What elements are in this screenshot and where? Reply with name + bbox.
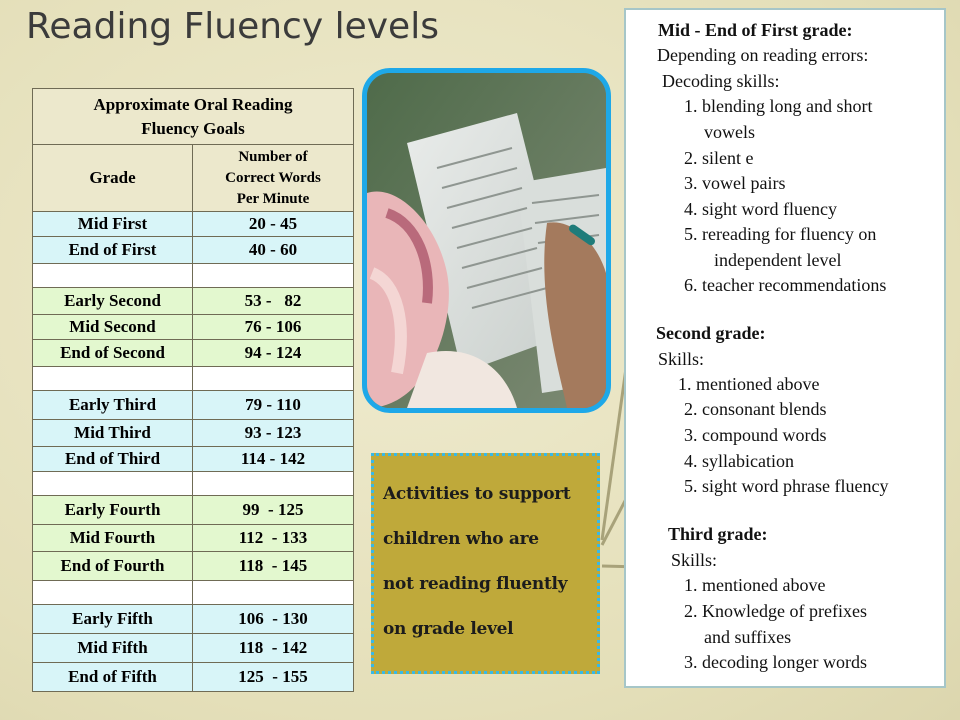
table-row xyxy=(33,237,354,264)
table-row xyxy=(33,525,354,552)
table-row xyxy=(33,552,354,581)
caption-line-1: Approximate Oral Reading xyxy=(93,94,293,114)
second-grade-item: 2. consonant blends xyxy=(684,399,827,419)
words-cell: 53 - 82 xyxy=(193,288,354,315)
words-header-line-3: Per Minute xyxy=(236,190,310,207)
grade-cell: Early Fourth xyxy=(33,496,193,525)
table-caption-row xyxy=(33,89,354,145)
table-row xyxy=(33,663,354,692)
first-grade-item: 4. sight word fluency xyxy=(684,199,837,219)
grade-cell: Early Fifth xyxy=(33,605,193,634)
table-spacer-row xyxy=(33,367,354,391)
first-grade-item-cont: independent level xyxy=(714,250,842,270)
words-cell: 93 - 123 xyxy=(193,420,354,447)
first-grade-heading: Mid - End of First grade: xyxy=(658,20,853,40)
third-grade-item: 1. mentioned above xyxy=(684,575,826,595)
table-row xyxy=(33,496,354,525)
words-cell: 125 - 155 xyxy=(193,663,354,692)
grade-cell: End of Second xyxy=(33,340,193,367)
third-grade-intro: Skills: xyxy=(671,550,718,570)
second-grade-intro: Skills: xyxy=(658,349,705,369)
grade-cell: Early Third xyxy=(33,391,193,420)
words-cell: 76 - 106 xyxy=(193,315,354,340)
second-grade-item: 5. sight word phrase fluency xyxy=(684,476,889,496)
third-grade-heading: Third grade: xyxy=(668,524,768,544)
words-cell: 99 - 125 xyxy=(193,496,354,525)
table-row xyxy=(33,420,354,447)
table-row xyxy=(33,447,354,472)
second-grade-item: 3. compound words xyxy=(684,425,827,445)
table-header-row xyxy=(33,145,354,212)
first-grade-intro: Depending on reading errors: xyxy=(657,45,869,65)
grade-column-header: Grade xyxy=(33,145,193,212)
children-reading-illustration xyxy=(367,73,606,408)
table-spacer-row xyxy=(33,264,354,288)
second-grade-item: 1. mentioned above xyxy=(678,374,820,394)
activities-line-3: not reading fluently xyxy=(383,574,568,594)
skills-box xyxy=(624,8,946,688)
words-cell: 79 - 110 xyxy=(193,391,354,420)
third-grade-item-cont: and suffixes xyxy=(704,627,792,647)
table-row xyxy=(33,288,354,315)
first-grade-item: 3. vowel pairs xyxy=(684,173,786,193)
reading-photo xyxy=(362,68,611,413)
grade-cell: Mid Fourth xyxy=(33,525,193,552)
grade-cell: End of First xyxy=(33,237,193,264)
first-grade-item: 2. silent e xyxy=(684,148,754,168)
activities-line-1: Activities to support xyxy=(383,484,571,504)
first-grade-item: 6. teacher recommendations xyxy=(684,275,887,295)
grade-cell: Mid Second xyxy=(33,315,193,340)
table-row xyxy=(33,605,354,634)
table-row xyxy=(33,634,354,663)
first-grade-subheading: Decoding skills: xyxy=(662,71,780,91)
second-grade-heading: Second grade: xyxy=(656,323,766,343)
words-cell: 118 - 145 xyxy=(193,552,354,581)
table-caption xyxy=(33,89,354,145)
caption-line-2: Fluency Goals xyxy=(141,118,245,138)
second-grade-item: 4. syllabication xyxy=(684,451,794,471)
words-cell: 40 - 60 xyxy=(193,237,354,264)
activities-line-4: on grade level xyxy=(383,619,514,639)
third-grade-item: 3. decoding longer words xyxy=(684,652,867,672)
fluency-goals-table xyxy=(32,88,354,692)
table-spacer-row xyxy=(33,581,354,605)
first-grade-item: 1. blending long and short xyxy=(684,96,873,116)
slide-title: Reading Fluency levels xyxy=(26,6,439,47)
words-cell: 20 - 45 xyxy=(193,212,354,237)
grade-cell: Mid Third xyxy=(33,420,193,447)
words-header-line-1: Number of xyxy=(238,148,308,165)
table-row xyxy=(33,315,354,340)
words-cell: 114 - 142 xyxy=(193,447,354,472)
grade-cell: End of Fifth xyxy=(33,663,193,692)
words-cell: 118 - 142 xyxy=(193,634,354,663)
grade-cell: End of Third xyxy=(33,447,193,472)
words-cell: 106 - 130 xyxy=(193,605,354,634)
words-cell: 112 - 133 xyxy=(193,525,354,552)
words-column-header xyxy=(193,145,354,212)
table-row xyxy=(33,391,354,420)
table-row xyxy=(33,212,354,237)
words-header-line-2: Correct Words xyxy=(225,169,321,186)
words-cell: 94 - 124 xyxy=(193,340,354,367)
first-grade-item-cont: vowels xyxy=(704,122,755,142)
grade-cell: End of Fourth xyxy=(33,552,193,581)
first-grade-item: 5. rereading for fluency on xyxy=(684,224,877,244)
table-spacer-row xyxy=(33,472,354,496)
third-grade-item: 2. Knowledge of prefixes xyxy=(684,601,867,621)
activities-line-2: children who are xyxy=(383,529,539,549)
grade-cell: Mid Fifth xyxy=(33,634,193,663)
table-row xyxy=(33,340,354,367)
grade-cell: Early Second xyxy=(33,288,193,315)
activities-callout xyxy=(371,453,600,674)
grade-cell: Mid First xyxy=(33,212,193,237)
